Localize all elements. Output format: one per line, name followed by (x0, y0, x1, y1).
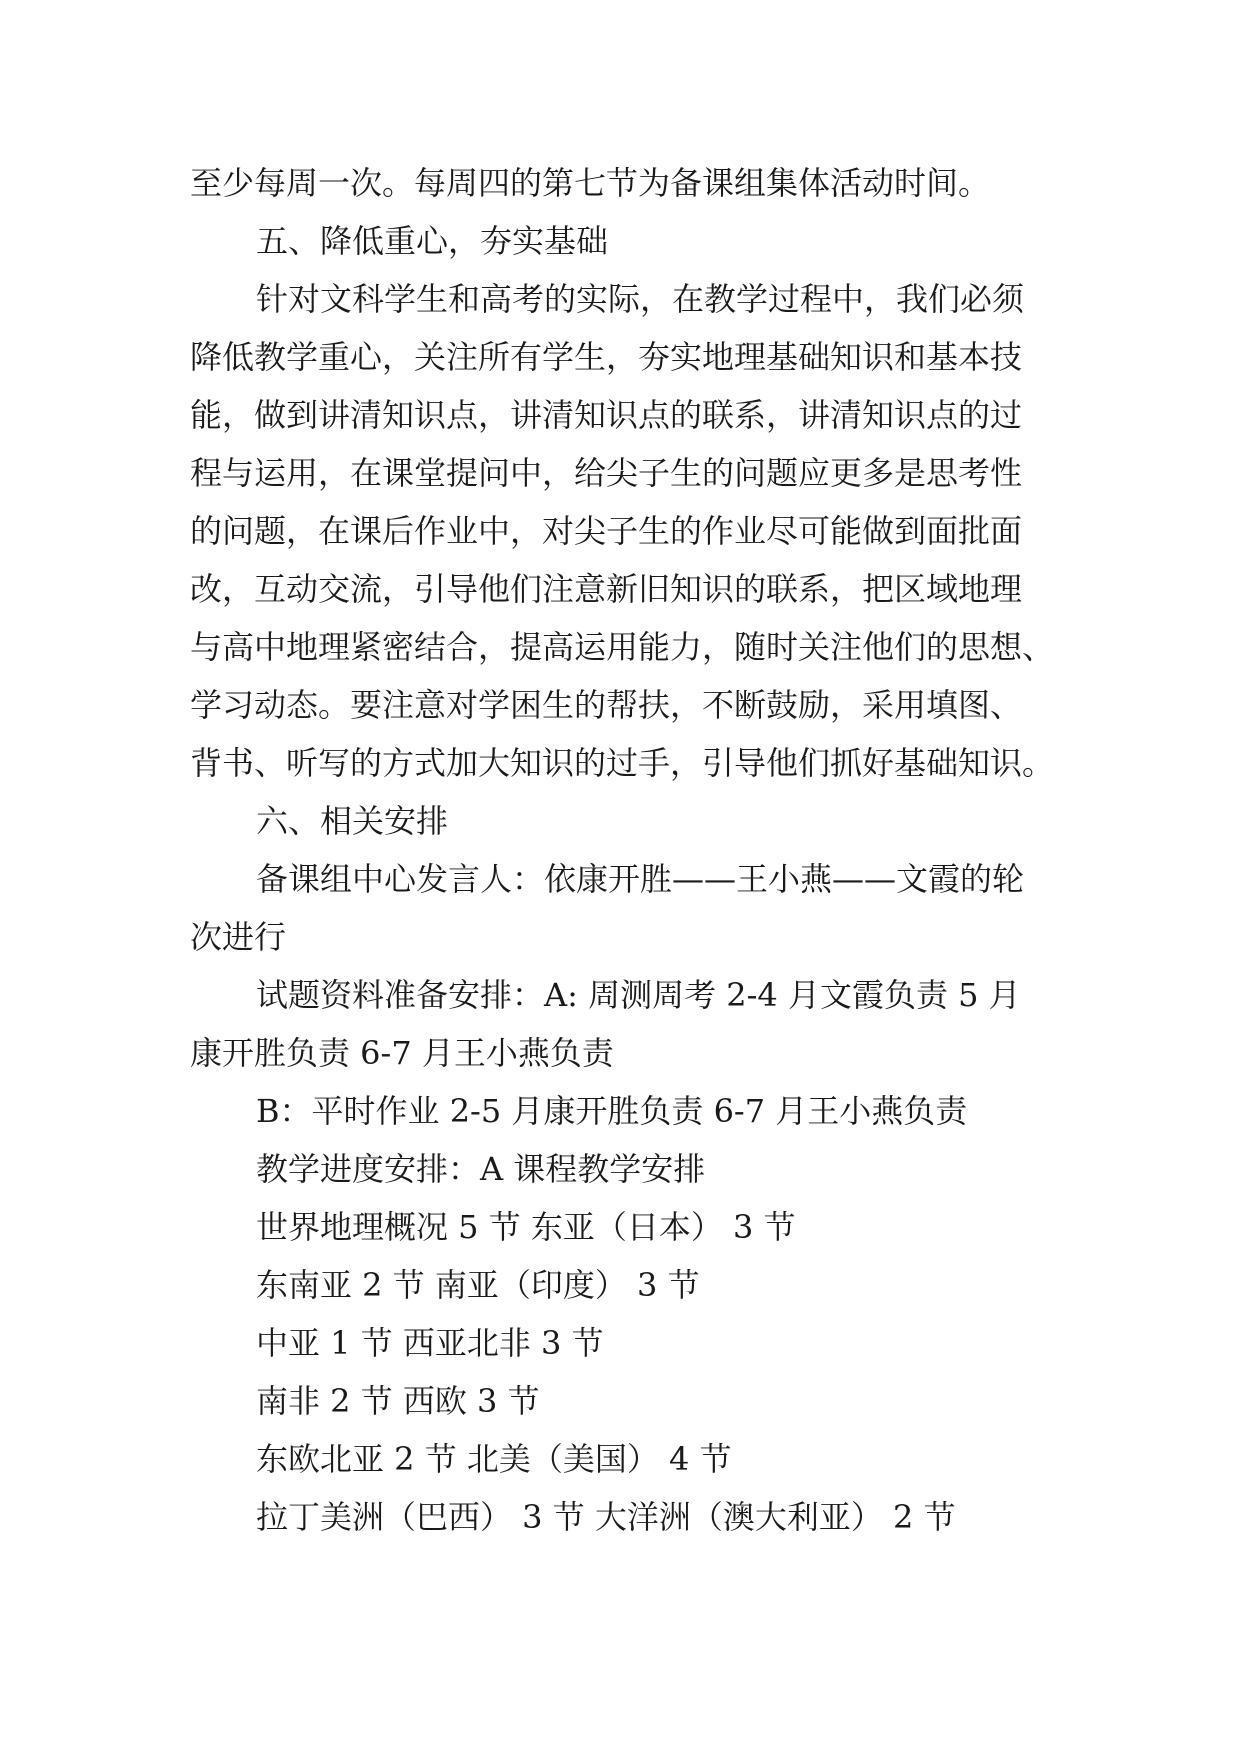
section-heading: 六、相关安排 (256, 802, 449, 840)
text-line: 改，互动交流，引导他们注意新旧知识的联系，把区域地理 (190, 570, 1023, 608)
text-line: 备课组中心发言人：依康开胜——王小燕——文霞的轮 (256, 860, 1025, 898)
text-line: 的问题，在课后作业中，对尖子生的作业尽可能做到面批面 (190, 512, 1023, 550)
text-line: 背书、听写的方式加大知识的过手，引导他们抓好基础知识。 (190, 744, 1055, 782)
schedule-line: 东南亚 2 节 南亚（印度） 3 节 (256, 1266, 700, 1304)
text-line: B：平时作业 2-5 月康开胜负责 6-7 月王小燕负责 (256, 1092, 968, 1130)
schedule-line: 世界地理概况 5 节 东亚（日本） 3 节 (256, 1208, 796, 1246)
schedule-line: 南非 2 节 西欧 3 节 (256, 1382, 540, 1420)
text-line: 次进行 (190, 918, 287, 956)
text-line: 至少每周一次。每周四的第七节为备课组集体活动时间。 (190, 164, 991, 202)
schedule-line: 东欧北亚 2 节 北美（美国） 4 节 (256, 1440, 732, 1478)
text-line: 试题资料准备安排：A: 周测周考 2-4 月文霞负责 5 月 (256, 976, 1021, 1014)
schedule-line: 中亚 1 节 西亚北非 3 节 (256, 1324, 604, 1362)
text-line: 程与运用，在课堂提问中，给尖子生的问题应更多是思考性 (190, 454, 1023, 492)
text-line: 康开胜负责 6-7 月王小燕负责 (190, 1034, 614, 1072)
text-line: 教学进度安排：A 课程教学安排 (256, 1150, 706, 1188)
text-line: 降低教学重心，关注所有学生，夯实地理基础知识和基本技 (190, 338, 1023, 376)
text-line: 针对文科学生和高考的实际，在教学过程中，我们必须 (256, 280, 1025, 318)
schedule-line: 拉丁美洲（巴西） 3 节 大洋洲（澳大利亚） 2 节 (256, 1498, 956, 1536)
section-heading: 五、降低重心，夯实基础 (256, 222, 609, 260)
text-line: 能，做到讲清知识点，讲清知识点的联系，讲清知识点的过 (190, 396, 1023, 434)
text-line: 学习动态。要注意对学困生的帮扶，不断鼓励，采用填图、 (190, 686, 1023, 724)
text-line: 与高中地理紧密结合，提高运用能力，随时关注他们的思想、 (190, 628, 1055, 666)
